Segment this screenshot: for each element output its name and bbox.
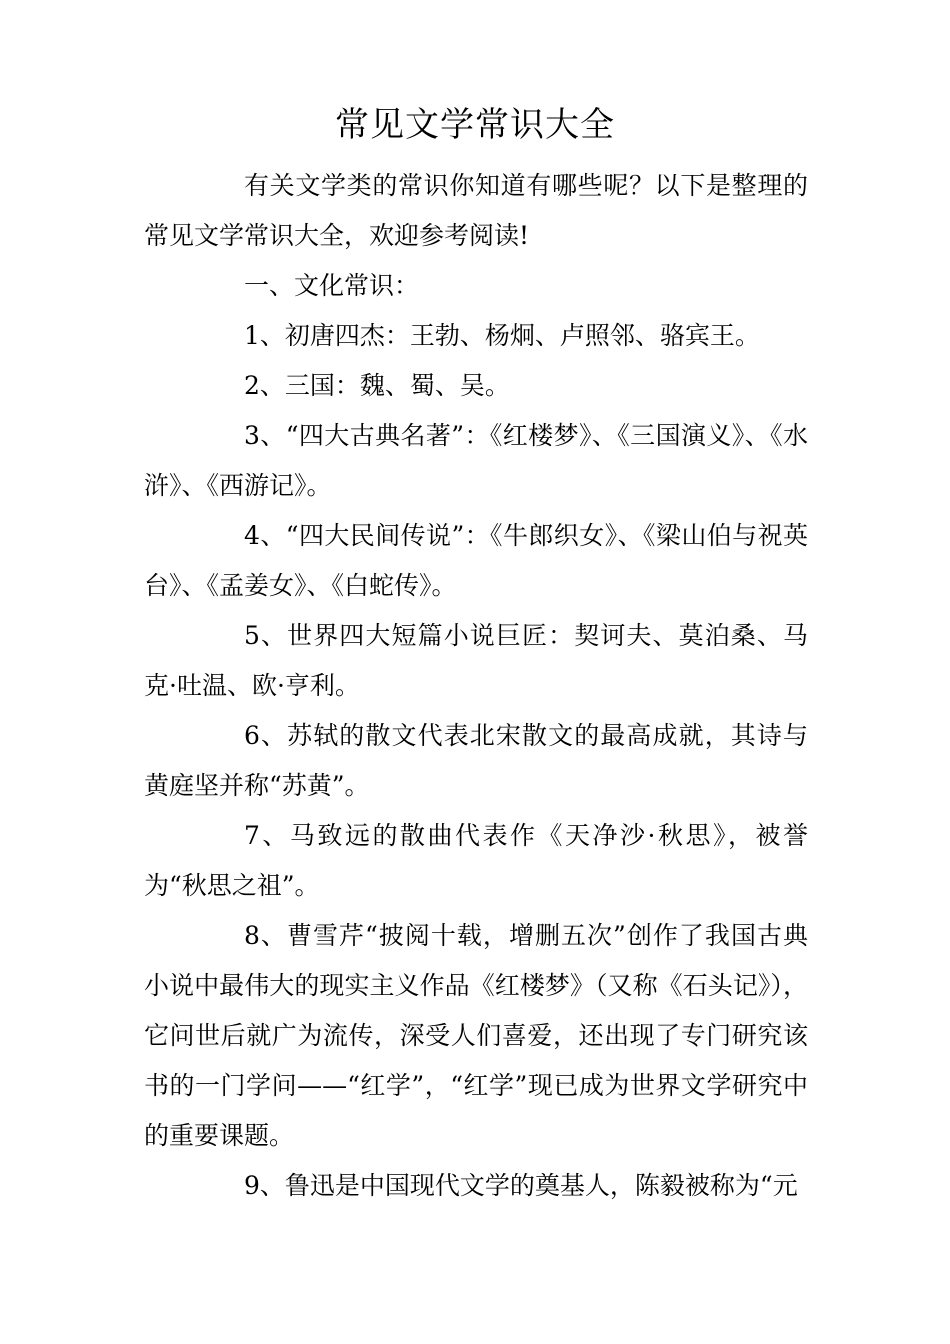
list-item: 2、三国：魏、蜀、吴。 — [244, 371, 510, 400]
list-item: 6、苏轼的散文代表北宋散文的最高成就，其诗与黄庭坚并称“苏黄”。 — [144, 721, 808, 800]
list-item: 3、“四大古典名著”：《红楼梦》、《三国演义》、《水浒》、《西游记》。 — [144, 421, 808, 500]
list-item: 9、鲁迅是中国现代文学的奠基人，陈毅被称为“元 — [244, 1171, 798, 1200]
document-title: 常见文学常识大全 — [335, 105, 615, 145]
section-heading: 一、文化常识： — [244, 271, 420, 300]
document-body — [144, 161, 808, 1211]
list-item: 8、曹雪芹“披阅十载，增删五次”创作了我国古典小说中最伟大的现实主义作品《红楼梦》（又称《石头记》），它问世后就广为流传，深受人们喜爱，还出现了专门研究该书的一门学问——“红学”，“红学”现已成为世界文学研究中的重要课题。 — [144, 921, 808, 1150]
list-item: 1、初唐四杰：王勃、杨炯、卢照邻、骆宾王。 — [244, 321, 760, 350]
list-item: 4、“四大民间传说”：《牛郎织女》、《梁山伯与祝英台》、《孟姜女》、《白蛇传》。 — [144, 521, 808, 600]
list-item: 5、世界四大短篇小说巨匠：契诃夫、莫泊桑、马克·吐温、欧·亨利。 — [144, 621, 808, 700]
intro-paragraph: 有关文学类的常识你知道有哪些呢？以下是整理的常见文学常识大全，欢迎参考阅读! — [144, 171, 808, 250]
list-item: 7、马致远的散曲代表作《天净沙·秋思》，被誉为“秋思之祖”。 — [144, 821, 808, 900]
